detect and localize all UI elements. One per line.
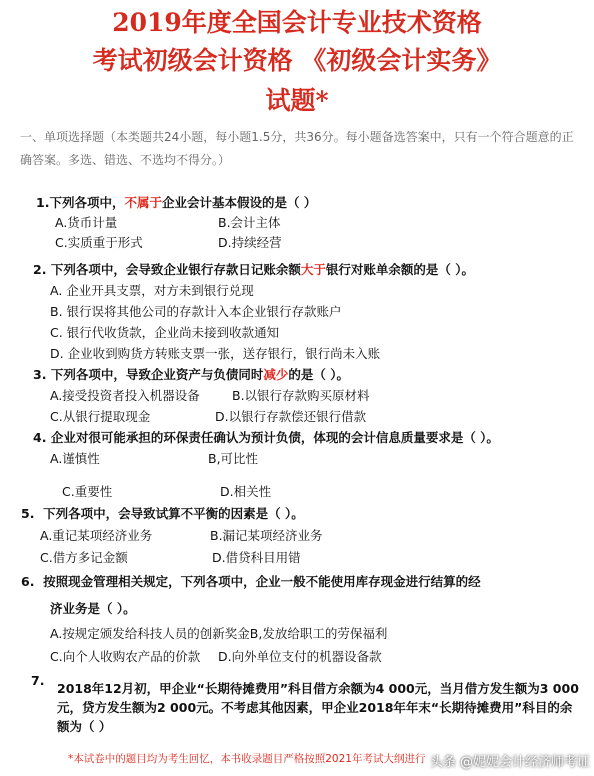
q5-option-b: B.漏记某项经济业务 [210, 528, 323, 543]
question-stem: 企业对很可能承担的环保责任确认为预计负债，体现的会计信息质量要求是（ ）。 [50, 430, 499, 445]
question-number: 5. [21, 506, 35, 521]
question-number: 6. [21, 574, 35, 589]
question-7-line-2: 元，贷方发生额为2 000元。不考虑其他因素，甲企业2018年年末“长期待摊费用”科目的余 [57, 700, 573, 715]
question-stem-post: 企业会计基本假设的是（ ） [161, 195, 317, 210]
question-7-line-3: 额为（ ） [57, 719, 112, 734]
q6-option-c: C.向个人收购农产品的价款 [50, 649, 201, 664]
question-7-line-1: 2018年12月初，甲企业“长期待摊费用”科目借方余额为4 000元，当月借方发生额为3 000 [57, 681, 579, 696]
question-highlight: 不属于 [124, 195, 162, 210]
q1-option-a: A.货币计量 [55, 215, 118, 230]
question-1 [36, 194, 316, 212]
question-stem: 下列各项中，会导致试算不平衡的因素是（ ）。 [43, 506, 304, 521]
question-3 [33, 366, 349, 384]
question-number: 3. [33, 367, 47, 382]
question-6 [21, 573, 481, 591]
question-highlight: 大于 [300, 262, 326, 277]
q2-option-a: A. 企业开具支票，对方未到银行兑现 [50, 283, 254, 298]
title-line-2: 考试初级会计资格 《初级会计实务》 [92, 46, 502, 75]
footnote: *本试卷中的题目均为考生回忆，本书收录题目严格按照2021年考试大纲进行 [68, 753, 426, 765]
question-7-number: 7. [31, 673, 45, 688]
question-number: 2. [33, 262, 47, 277]
section-intro: 一、单项选择题（本类题共24小题，每小题1.5分，共36分。每小题备选答案中，只有一个符合题意的正确答案。多选、错选、不选均不得分。） [20, 130, 574, 167]
question-stem-pre: 下列各项中，导致企业资产与负债同时 [50, 367, 264, 382]
question-stem-pre: 下列各项中，会导致企业银行存款日记账余额 [50, 262, 301, 277]
q3-option-c: C.从银行提取现金 [50, 409, 151, 424]
q4-option-c: C.重要性 [62, 484, 113, 499]
question-stem: 按照现金管理相关规定，下列各项中，企业一般不能使用库存现金进行结算的经 [43, 574, 481, 589]
q5-option-d: D.借贷科目用错 [212, 550, 301, 565]
q2-option-b: B. 银行误将其他公司的存款计入本企业银行存款账户 [50, 304, 342, 319]
q2-option-c: C. 银行代收货款，企业尚未接到收款通知 [50, 325, 280, 340]
q2-option-d: D. 企业收到购货方转账支票一张，送存银行，银行尚未入账 [50, 346, 381, 361]
question-stem-pre: 下列各项中， [49, 195, 125, 210]
watermark: 头条 @妮妮会计经济师考证 [429, 755, 590, 770]
question-stem-post: 银行对账单余额的是（ ）。 [325, 262, 474, 277]
q5-option-a: A.重记某项经济业务 [40, 528, 153, 543]
question-6-continued: 济业务是（ ）。 [50, 601, 136, 616]
q3-option-d: D.以银行存款偿还银行借款 [215, 409, 367, 424]
q4-option-a: A.谨慎性 [50, 451, 100, 466]
title-line-1: 2019年度全国会计专业技术资格 [112, 8, 482, 37]
q3-option-b: B.以银行存款购买原材料 [232, 388, 370, 403]
q4-option-b: B,可比性 [208, 451, 259, 466]
question-5 [21, 505, 304, 523]
question-stem-post: 的是（ ）。 [288, 367, 349, 382]
q3-option-a: A.接受投资者投入机器设备 [50, 388, 200, 403]
q6-option-d: D.向外单位支付的机器设备款 [218, 649, 382, 664]
q1-option-d: D.持续经营 [218, 235, 282, 250]
question-highlight: 减少 [263, 367, 289, 382]
question-4 [33, 429, 499, 447]
question-number: 1. [36, 195, 50, 210]
q5-option-c: C.借方多记金额 [40, 550, 128, 565]
q4-option-d: D.相关性 [220, 484, 272, 499]
title-line-3: 试题* [265, 86, 329, 115]
question-number: 4. [33, 430, 47, 445]
q1-option-b: B.会计主体 [218, 215, 281, 230]
question-2 [33, 261, 474, 279]
q6-option-a-b: A.按规定颁发给科技人员的创新奖金B,发放给职工的劳保福利 [50, 626, 388, 641]
q1-option-c: C.实质重于形式 [55, 235, 143, 250]
